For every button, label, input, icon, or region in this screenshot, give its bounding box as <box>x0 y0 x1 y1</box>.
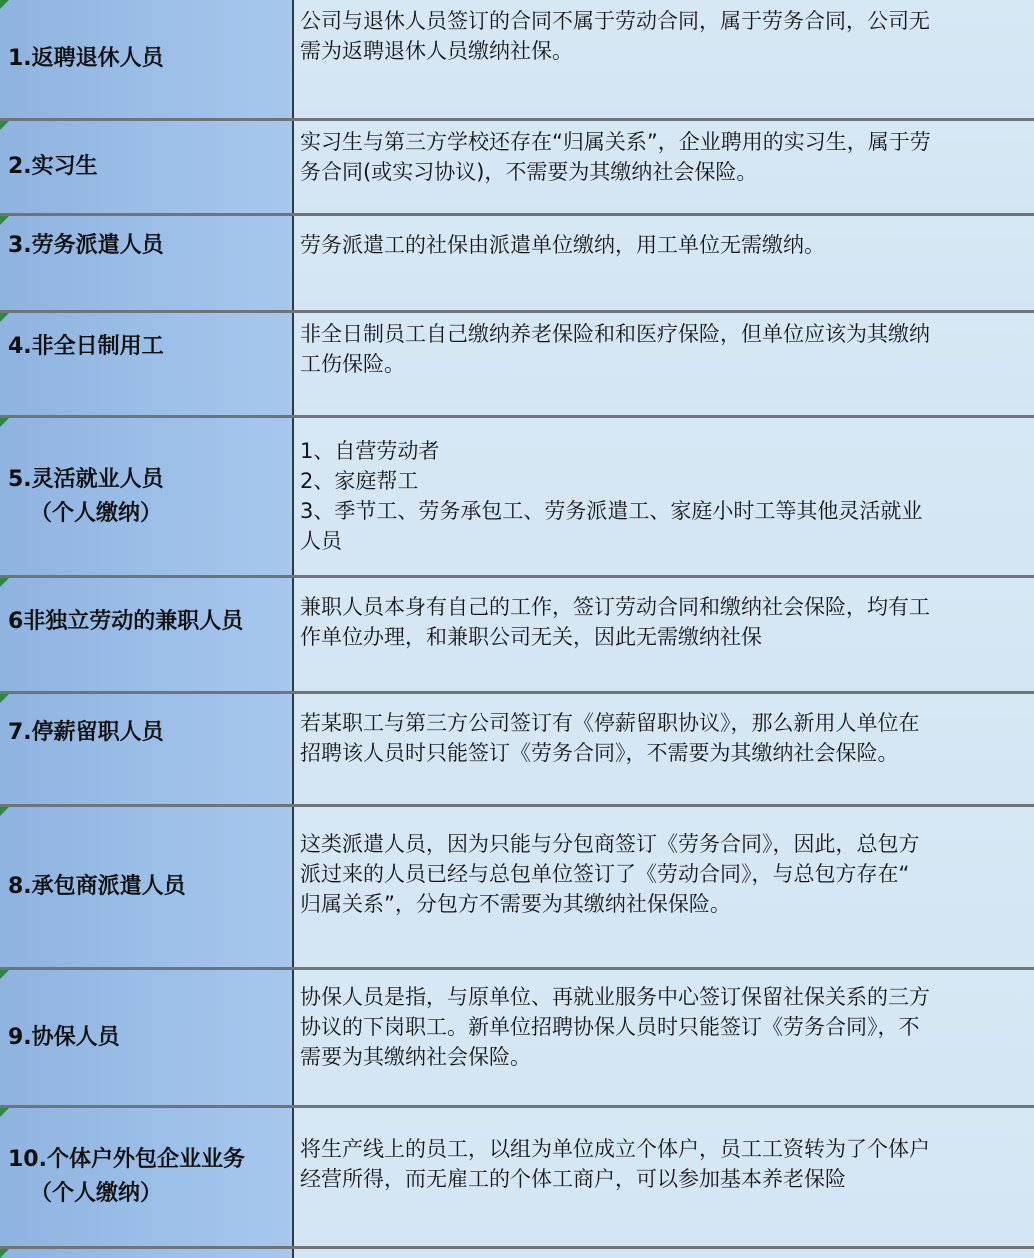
category-label: 10.个体户外包企业业务 <box>8 1147 245 1172</box>
description-cell <box>294 694 1034 804</box>
description-line: 劳务派遣工的社保由派遣单位缴纳，用工单位无需缴纳。 <box>300 233 825 257</box>
description-line: 作单位办理，和兼职公司无关，因此无需缴纳社保 <box>300 625 762 649</box>
description-line: 协议的下岗职工。新单位招聘协保人员时只能签订《劳务合同》，不 <box>300 1015 920 1039</box>
description-cell <box>294 1249 1034 1258</box>
category-label: 1.返聘退休人员 <box>8 46 164 71</box>
description-line: 经营所得，而无雇工的个体工商户，可以参加基本养老保险 <box>300 1167 846 1191</box>
table-row-partial <box>0 1249 1034 1258</box>
description-cell <box>294 970 1034 1105</box>
table-row <box>0 970 1034 1105</box>
category-cell <box>0 1108 294 1246</box>
description-line: 需为返聘退休人员缴纳社保。 <box>300 39 573 63</box>
category-cell <box>0 121 294 213</box>
category-cell <box>0 970 294 1105</box>
category-sublabel: （个人缴纳） <box>30 500 163 526</box>
table-row <box>0 216 1034 310</box>
description-line: 人员 <box>300 529 342 553</box>
table-row <box>0 807 1034 967</box>
description-line: 派过来的人员已经与总包单位签订了《劳动合同》，与总包方存在“ <box>300 862 910 886</box>
category-label: 9.协保人员 <box>8 1024 120 1050</box>
table-row <box>0 578 1034 691</box>
category-cell <box>0 694 294 804</box>
category-label: 3.劳务派遣人员 <box>8 233 164 258</box>
description-line: 2、家庭帮工 <box>300 469 419 493</box>
description-line: 3、季节工、劳务承包工、劳务派遣工、家庭小时工等其他灵活就业 <box>300 499 923 523</box>
description-line: 归属关系”，分包方不需要为其缴纳社保保险。 <box>300 892 731 916</box>
category-label: 4.非全日制用工 <box>8 334 164 359</box>
description-cell <box>294 313 1034 415</box>
description-cell <box>294 0 1034 118</box>
description-line: 这类派遣人员，因为只能与分包商签订《劳务合同》，因此，总包方 <box>300 832 920 856</box>
category-cell <box>0 0 294 118</box>
description-cell <box>294 216 1034 310</box>
category-cell <box>0 313 294 415</box>
description-line: 公司与退休人员签订的合同不属于劳动合同，属于劳务合同，公司无 <box>300 9 930 33</box>
category-cell <box>0 216 294 310</box>
description-cell <box>294 807 1034 967</box>
category-cell <box>0 807 294 967</box>
description-line: 协保人员是指，与原单位、再就业服务中心签订保留社保关系的三方 <box>300 985 930 1009</box>
description-cell <box>294 578 1034 691</box>
description-line: 1、自营劳动者 <box>300 439 440 463</box>
description-line: 工伤保险。 <box>300 352 405 376</box>
category-label: 5.灵活就业人员 <box>8 466 164 492</box>
category-sublabel: （个人缴纳） <box>30 1181 163 1206</box>
description-line: 若某职工与第三方公司签订有《停薪留职协议》，那么新用人单位在 <box>300 711 920 735</box>
description-line: 将生产线上的员工，以组为单位成立个体户，员工工资转为了个体户 <box>300 1137 930 1161</box>
description-cell <box>294 121 1034 213</box>
description-line: 非全日制员工自己缴纳养老保险和和医疗保险，但单位应该为其缴纳 <box>300 322 930 346</box>
table-row <box>0 418 1034 575</box>
description-line: 务合同(或实习协议)，不需要为其缴纳社会保险。 <box>300 160 758 184</box>
description-line: 兼职人员本身有自己的工作，签订劳动合同和缴纳社会保险，均有工 <box>300 595 930 619</box>
table-row <box>0 121 1034 213</box>
category-label: 2.实习生 <box>8 154 98 179</box>
category-cell <box>0 418 294 575</box>
category-label: 8.承包商派遣人员 <box>8 874 186 899</box>
category-cell <box>0 1249 294 1258</box>
description-cell <box>294 418 1034 575</box>
table-row <box>0 0 1034 118</box>
description-line: 实习生与第三方学校还存在“归属关系”，企业聘用的实习生，属于劳 <box>300 130 931 154</box>
description-cell <box>294 1108 1034 1246</box>
category-cell <box>0 578 294 691</box>
category-label: 7.停薪留职人员 <box>8 720 164 745</box>
description-line: 需要为其缴纳社会保险。 <box>300 1045 531 1069</box>
description-line: 招聘该人员时只能签订《劳务合同》，不需要为其缴纳社会保险。 <box>300 741 899 765</box>
category-label: 6非独立劳动的兼职人员 <box>8 608 244 634</box>
table-row <box>0 313 1034 415</box>
table-row <box>0 1108 1034 1246</box>
table-row <box>0 694 1034 804</box>
